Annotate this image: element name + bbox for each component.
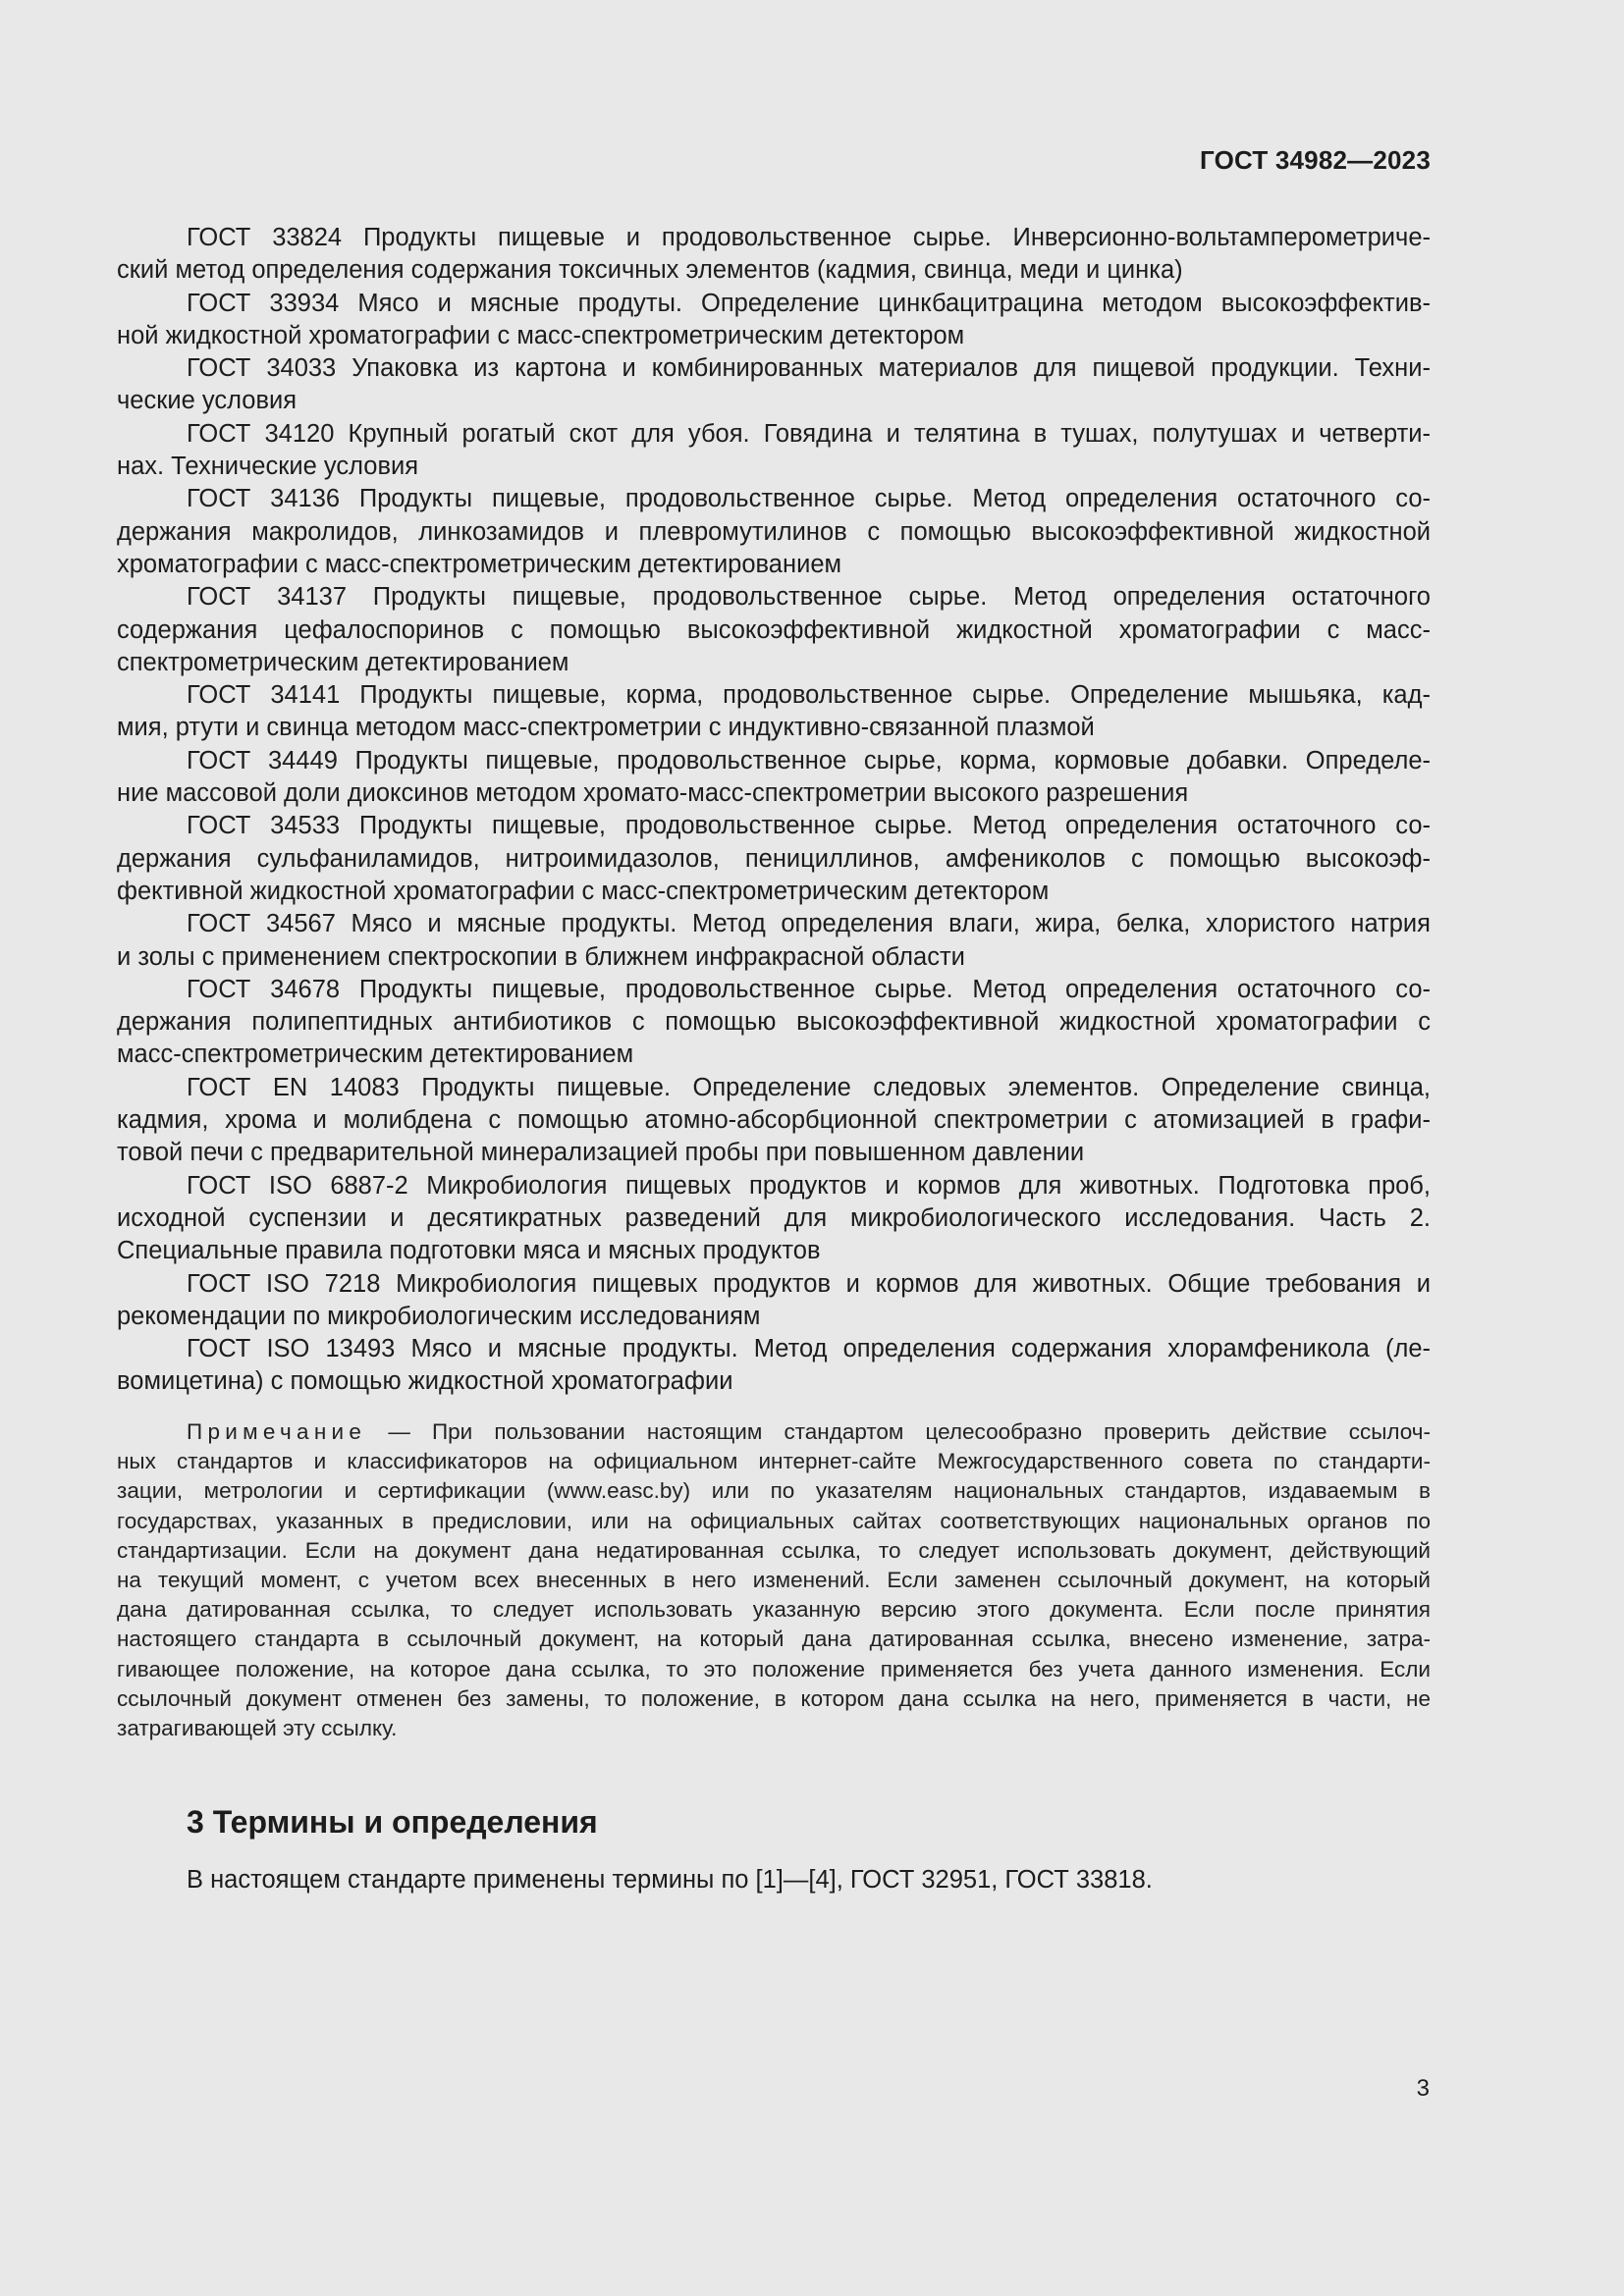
reference-item <box>117 1333 1431 1399</box>
reference-item <box>117 745 1431 811</box>
reference-line: фективной жидкостной хроматографии с масс-спектрометрическим детектором <box>117 877 1050 905</box>
reference-line: и золы с применением спектроскопии в ближнем инфракрасной области <box>117 942 965 971</box>
reference-line: ГОСТ 33934 Мясо и мясные продуты. Определение цинкбацитрацина методом высокоэффектив- <box>187 289 1431 317</box>
reference-line: ГОСТ 34449 Продукты пищевые, продовольственное сырье, корма, кормовые добавки. Определе- <box>187 746 1431 774</box>
reference-line: Специальные правила подготовки мяса и мясных продуктов <box>117 1237 821 1265</box>
reference-line: ческие условия <box>117 387 298 415</box>
reference-line: ГОСТ 34136 Продукты пищевые, продовольственное сырье. Метод определения остаточного со- <box>187 485 1431 513</box>
reference-line: держания сульфаниламидов, нитроимидазолов, пенициллинов, амфениколов с помощью высокоэф- <box>117 844 1431 873</box>
reference-item <box>117 581 1431 679</box>
reference-line: товой печи с предварительной минерализацией пробы при повышенном давлении <box>117 1139 1085 1167</box>
reference-line: ГОСТ 33824 Продукты пищевые и продовольственное сырье. Инверсионно-вольтамперометриче- <box>187 224 1431 251</box>
document-id-header: ГОСТ 34982—2023 <box>1200 145 1431 175</box>
reference-line: ГОСТ EN 14083 Продукты пищевые. Определение следовых элементов. Определение свинца, <box>187 1073 1431 1101</box>
reference-item <box>117 679 1431 745</box>
reference-item <box>117 483 1431 581</box>
reference-item <box>117 352 1431 418</box>
note-line: ссылочный документ отменен без замены, то положение, в котором дана ссылка на него, применяется в части, не <box>117 1685 1431 1711</box>
reference-item <box>117 908 1431 974</box>
note-block <box>117 1417 1431 1743</box>
reference-item <box>117 222 1431 288</box>
normative-references-list <box>117 222 1431 1399</box>
reference-line: исходной суспензии и десятикратных разведений для микробиологического исследования. Часть 2. <box>117 1203 1431 1232</box>
reference-line: масс-спектрометрическим детектированием <box>117 1041 634 1069</box>
reference-item <box>117 288 1431 353</box>
note-line: дана датированная ссылка, то следует использовать указанную версию этого документа. Если после принятия <box>117 1597 1431 1623</box>
note-line: затрагивающей эту ссылку. <box>117 1716 398 1741</box>
note-dash: — <box>366 1419 432 1444</box>
reference-line: ной жидкостной хроматографии с масс-спектрометрическим детектором <box>117 321 965 349</box>
reference-line: ГОСТ ISO 7218 Микробиология пищевых продуктов и кормов для животных. Общие требования и <box>187 1269 1431 1298</box>
reference-line: спектрометрическим детектированием <box>117 648 569 676</box>
reference-item <box>117 1072 1431 1170</box>
reference-item <box>117 974 1431 1072</box>
note-line: настоящего стандарта в ссылочный документ, на который дана датированная ссылка, внесено изменение, затра- <box>117 1627 1431 1652</box>
reference-line: мия, ртути и свинца методом масс-спектрометрии с индуктивно-связанной плазмой <box>117 714 1095 742</box>
reference-line: кадмия, хрома и молибдена с помощью атомно-абсорбционной спектрометрии с атомизацией в графи- <box>117 1106 1431 1135</box>
note-label: Примечание <box>187 1419 367 1444</box>
reference-item <box>117 418 1431 484</box>
note-line: ных стандартов и классификаторов на официальном интернет-сайте Межгосударственного совета по стандарти- <box>117 1449 1431 1474</box>
reference-line: ГОСТ 34033 Упаковка из картона и комбинированных материалов для пищевой продукции. Техни- <box>187 354 1431 383</box>
reference-line: ский метод определения содержания токсичных элементов (кадмия, свинца, меди и цинка) <box>117 256 1183 285</box>
note-line: государствах, указанных в предисловии, или на официальных сайтах соответствующих национальных органов по <box>117 1508 1431 1533</box>
reference-line: держания полипептидных антибиотиков с помощью высокоэффективной жидкостной хроматографии с <box>117 1008 1431 1037</box>
note-line: зации, метрологии и сертификации (www.easc.by) или по указателям национальных стандартов, издаваемым в <box>117 1478 1431 1504</box>
note-line: на текущий момент, с учетом всех внесенных в него изменений. Если заменен ссылочный документ, на который <box>117 1568 1431 1593</box>
reference-line: ГОСТ 34120 Крупный рогатый скот для убоя. Говядина и телятина в тушах, полутушах и четверти- <box>187 419 1431 448</box>
reference-line: ГОСТ 34678 Продукты пищевые, продовольственное сырье. Метод определения остаточного со- <box>187 975 1431 1003</box>
reference-item <box>117 1268 1431 1334</box>
note-first-line-text: При пользовании настоящим стандартом целесообразно проверить действие ссылоч- <box>431 1419 1431 1444</box>
reference-line: вомицетина) с помощью жидкостной хроматографии <box>117 1367 733 1396</box>
reference-item <box>117 810 1431 908</box>
reference-line: ГОСТ 34141 Продукты пищевые, корма, продовольственное сырье. Определение мышьяка, кад- <box>187 681 1431 710</box>
reference-line: ГОСТ 34137 Продукты пищевые, продовольственное сырье. Метод определения остаточного <box>187 583 1431 612</box>
reference-line: ГОСТ ISO 13493 Мясо и мясные продукты. Метод определения содержания хлорамфеникола (ле- <box>187 1335 1431 1363</box>
reference-line: держания макролидов, линкозамидов и плевромутилинов с помощью высокоэффективной жидкостной <box>117 517 1431 546</box>
reference-line: ГОСТ 34533 Продукты пищевые, продовольственное сырье. Метод определения остаточного со- <box>187 812 1431 840</box>
note-line: стандартизации. Если на документ дана недатированная ссылка, то следует использовать документ, действующий <box>117 1537 1431 1563</box>
page-number: 3 <box>1416 2075 1430 2102</box>
section-paragraph: В настоящем стандарте применены термины по [1]—[4], ГОСТ 32951, ГОСТ 33818. <box>187 1866 1153 1894</box>
reference-line: ние массовой доли диоксинов методом хромато-масс-спектрометрии высокого разрешения <box>117 779 1189 808</box>
note-line: гивающее положение, на которое дана ссылка, то это положение применяется без учета данного изменения. Если <box>117 1656 1431 1682</box>
reference-line: нах. Технические условия <box>117 453 419 481</box>
reference-line: содержания цефалоспоринов с помощью высокоэффективной жидкостной хроматографии с масс- <box>117 615 1431 644</box>
reference-line: хроматографии с масс-спектрометрическим детектированием <box>117 550 842 578</box>
reference-line: ГОСТ 34567 Мясо и мясные продукты. Метод определения влаги, жира, белка, хлористого натрия <box>187 910 1431 938</box>
note-line <box>117 1417 1431 1447</box>
section-title: 3 Термины и определения <box>187 1804 598 1840</box>
reference-item <box>117 1170 1431 1268</box>
reference-line: ГОСТ ISO 6887-2 Микробиология пищевых продуктов и кормов для животных. Подготовка проб, <box>187 1171 1431 1200</box>
reference-line: рекомендации по микробиологическим исследованиям <box>117 1302 761 1330</box>
